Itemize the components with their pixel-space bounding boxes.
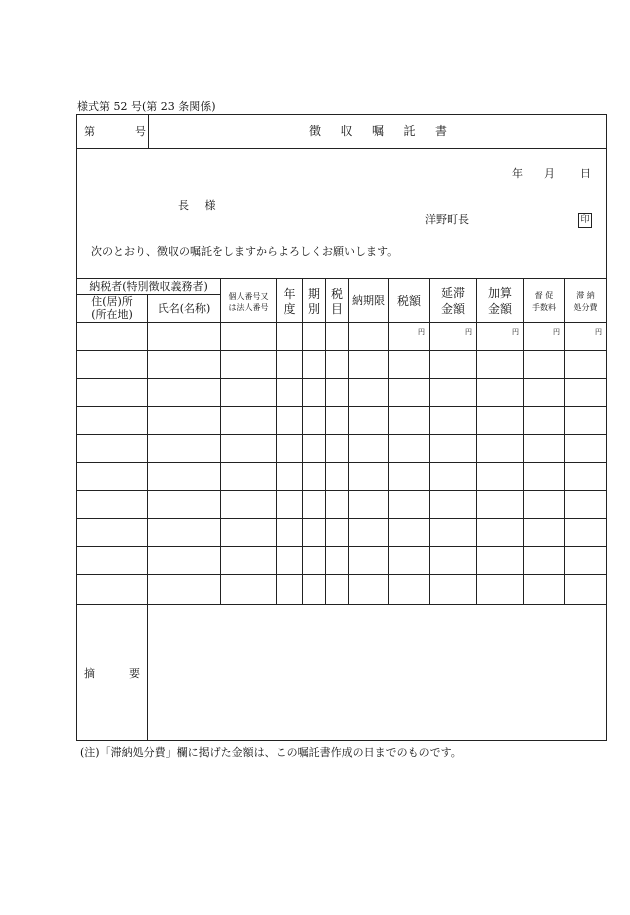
rule-col-3	[276, 278, 277, 604]
col-address	[77, 295, 147, 321]
col-additional-line-2: 金額	[487, 302, 512, 316]
col-additional-line-1: 加算	[487, 286, 512, 300]
col-year-line-2: 度	[283, 302, 296, 316]
rule-row-7	[77, 518, 606, 519]
col-address-line-2: (所在地)	[91, 308, 133, 321]
col-delinquency-amount	[430, 285, 476, 317]
col-name: 氏名(名称)	[157, 302, 211, 315]
rule-col-11	[564, 278, 565, 604]
title-char-1: 徴	[309, 124, 322, 138]
rule-header-divider	[148, 115, 149, 148]
rule-col-6	[348, 278, 349, 604]
title-char-5: 書	[434, 124, 447, 138]
date-year: 年	[512, 167, 523, 180]
rule-row-3	[77, 406, 606, 407]
rule-col-10	[523, 278, 524, 604]
rule-col-1	[147, 294, 148, 740]
rule-row-1	[77, 350, 606, 351]
rule-header-bottom	[77, 148, 606, 149]
col-year-line-1: 年	[283, 287, 296, 301]
document-title	[309, 125, 447, 137]
col-period-line-1: 期	[307, 287, 320, 301]
col-reminder-line-1: 督 促	[534, 291, 554, 300]
title-char-3: 嘱	[371, 124, 384, 138]
col-delay-line-1: 延滞	[440, 286, 465, 300]
col-address-line-1: 住(居)所	[91, 295, 133, 308]
commission-form	[76, 114, 607, 741]
rule-row-2	[77, 378, 606, 379]
request-text: 次のとおり、徴収の嘱託をしますからよろしくお願いします。	[91, 245, 399, 258]
col-disposal-cost	[565, 290, 606, 314]
col-tax-item-line-2: 目	[330, 302, 343, 316]
col-id-line-1: 個人番号又	[228, 292, 269, 301]
col-id-number	[221, 291, 276, 313]
col-id-line-2: は法人番号	[228, 303, 269, 312]
yen-unit-delay: 円	[465, 328, 472, 336]
rule-columns-bottom	[77, 322, 606, 323]
col-delay-line-2: 金額	[440, 302, 465, 316]
remarks-char-1: 摘	[84, 667, 95, 680]
col-period-line-2: 別	[307, 302, 320, 316]
rule-row-10	[77, 604, 606, 605]
yen-unit-disposal: 円	[595, 328, 602, 336]
col-reminder-fee	[524, 290, 564, 314]
rule-col-4	[302, 278, 303, 604]
title-char-2: 収	[340, 124, 353, 138]
rule-col-5	[325, 278, 326, 604]
col-fiscal-year	[277, 287, 302, 317]
col-tax-item-line-1: 税	[330, 287, 343, 301]
col-additional-amount	[477, 285, 523, 317]
rule-intro-bottom	[77, 278, 606, 279]
rule-col-9	[476, 278, 477, 604]
title-char-4: 託	[403, 124, 416, 138]
date-month: 月	[544, 167, 555, 180]
yen-unit-additional: 円	[512, 328, 519, 336]
col-reminder-line-2: 手数料	[532, 303, 556, 312]
rule-col-8	[429, 278, 430, 604]
taxpayer-header: 納税者(特別徴収義務者)	[89, 280, 208, 293]
form-caption: 様式第 52 号(第 23 条関係)	[77, 100, 216, 113]
sender-name: 洋野町長	[425, 213, 469, 226]
yen-unit-reminder: 円	[553, 328, 560, 336]
rule-col-7	[388, 278, 389, 604]
rule-row-5	[77, 462, 606, 463]
rule-row-6	[77, 490, 606, 491]
rule-col-2	[220, 278, 221, 604]
rule-row-9	[77, 574, 606, 575]
col-due-date: 納期限	[352, 294, 385, 307]
col-tax-item	[326, 287, 348, 317]
addressee-suffix: 長 様	[178, 199, 222, 212]
remarks-label	[84, 668, 140, 679]
col-disposal-line-1: 滞 納	[576, 291, 595, 300]
rule-row-4	[77, 434, 606, 435]
col-disposal-line-2: 処分費	[573, 303, 598, 312]
col-tax-amount: 税額	[396, 294, 421, 308]
number-prefix: 第	[84, 125, 95, 138]
number-suffix: 号	[135, 125, 146, 138]
yen-unit-tax-amount: 円	[418, 328, 425, 336]
remarks-char-2: 要	[129, 667, 140, 680]
date-day: 日	[580, 167, 591, 180]
rule-row-8	[77, 546, 606, 547]
footnote: (注)「滞納処分費」欄に掲げた金額は、この嘱託書作成の日までのものです。	[80, 746, 462, 759]
seal-mark: 印	[578, 213, 592, 228]
col-period	[303, 287, 325, 317]
